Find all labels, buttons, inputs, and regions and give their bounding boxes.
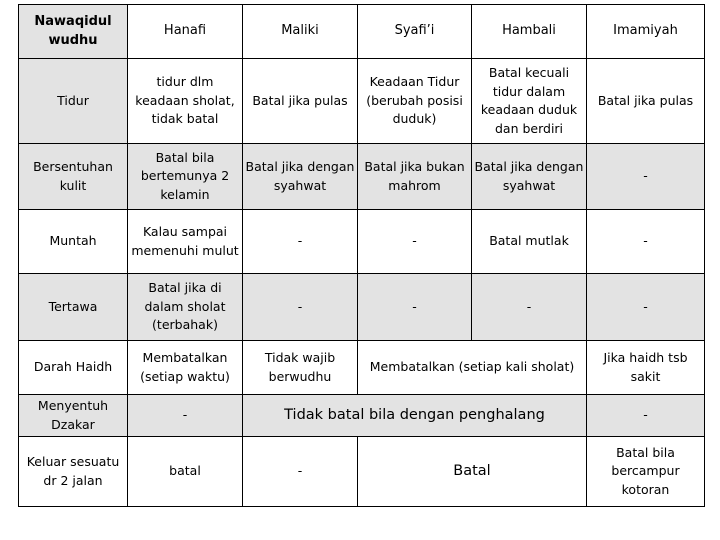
row-darah-haidh [19, 341, 705, 395]
cell-tidur-hanafi: tidur dlm keadaan sholat, tidak batal [128, 59, 243, 144]
cell-bersentuhan-maliki: Batal jika dengan syahwat [243, 144, 358, 210]
cell-haidh-maliki: Tidak wajib berwudhu [243, 341, 358, 395]
row-tertawa [19, 274, 705, 341]
cell-tertawa-hanafi: Batal jika di dalam sholat (terbahak) [128, 274, 243, 341]
header-hambali: Hambali [472, 5, 587, 59]
header-imamiyah: Imamiyah [587, 5, 705, 59]
cell-haidh-hanafi: Membatalkan (setiap waktu) [128, 341, 243, 395]
cell-muntah-hambali: Batal mutlak [472, 210, 587, 274]
row-label-bersentuhan: Bersentuhan kulit [19, 144, 128, 210]
cell-dzakar-imamiyah: - [587, 395, 705, 437]
cell-keluar-syafii-hambali: Batal [358, 437, 587, 507]
cell-tidur-hambali: Batal kecuali tidur dalam keadaan duduk dan berdiri [472, 59, 587, 144]
row-label-muntah: Muntah [19, 210, 128, 274]
row-label-darah-haidh: Darah Haidh [19, 341, 128, 395]
row-label-keluar-sesuatu: Keluar sesuatu dr 2 jalan [19, 437, 128, 507]
cell-tertawa-imamiyah: - [587, 274, 705, 341]
cell-tertawa-syafii: - [358, 274, 472, 341]
cell-tertawa-hambali: - [472, 274, 587, 341]
cell-muntah-maliki: - [243, 210, 358, 274]
cell-muntah-hanafi: Kalau sampai memenuhi mulut [128, 210, 243, 274]
cell-keluar-hanafi: batal [128, 437, 243, 507]
header-maliki: Maliki [243, 5, 358, 59]
cell-tidur-syafii: Keadaan Tidur (berubah posisi duduk) [358, 59, 472, 144]
cell-tidur-imamiyah: Batal jika pulas [587, 59, 705, 144]
cell-bersentuhan-syafii: Batal jika bukan mahrom [358, 144, 472, 210]
row-menyentuh-dzakar [19, 395, 705, 437]
cell-bersentuhan-hanafi: Batal bila bertemunya 2 kelamin [128, 144, 243, 210]
cell-dzakar-hanafi: - [128, 395, 243, 437]
header-nawaqidul: Nawaqidul wudhu [19, 5, 128, 59]
header-hanafi: Hanafi [128, 5, 243, 59]
header-row [19, 5, 705, 59]
row-keluar-sesuatu [19, 437, 705, 507]
row-label-tertawa: Tertawa [19, 274, 128, 341]
cell-dzakar-maliki-syafii-hambali: Tidak batal bila dengan penghalang [243, 395, 587, 437]
row-label-tidur: Tidur [19, 59, 128, 144]
cell-muntah-imamiyah: - [587, 210, 705, 274]
cell-haidh-syafii-hambali: Membatalkan (setiap kali sholat) [358, 341, 587, 395]
cell-tertawa-maliki: - [243, 274, 358, 341]
cell-keluar-maliki: - [243, 437, 358, 507]
header-syafii: Syafi’i [358, 5, 472, 59]
cell-bersentuhan-hambali: Batal jika dengan syahwat [472, 144, 587, 210]
nawaqidul-wudhu-table [18, 4, 705, 507]
row-tidur [19, 59, 705, 144]
cell-tidur-maliki: Batal jika pulas [243, 59, 358, 144]
cell-bersentuhan-imamiyah: - [587, 144, 705, 210]
row-muntah [19, 210, 705, 274]
row-label-menyentuh-dzakar: Menyentuh Dzakar [19, 395, 128, 437]
row-bersentuhan [19, 144, 705, 210]
cell-muntah-syafii: - [358, 210, 472, 274]
cell-haidh-imamiyah: Jika haidh tsb sakit [587, 341, 705, 395]
cell-keluar-imamiyah: Batal bila bercampur kotoran [587, 437, 705, 507]
